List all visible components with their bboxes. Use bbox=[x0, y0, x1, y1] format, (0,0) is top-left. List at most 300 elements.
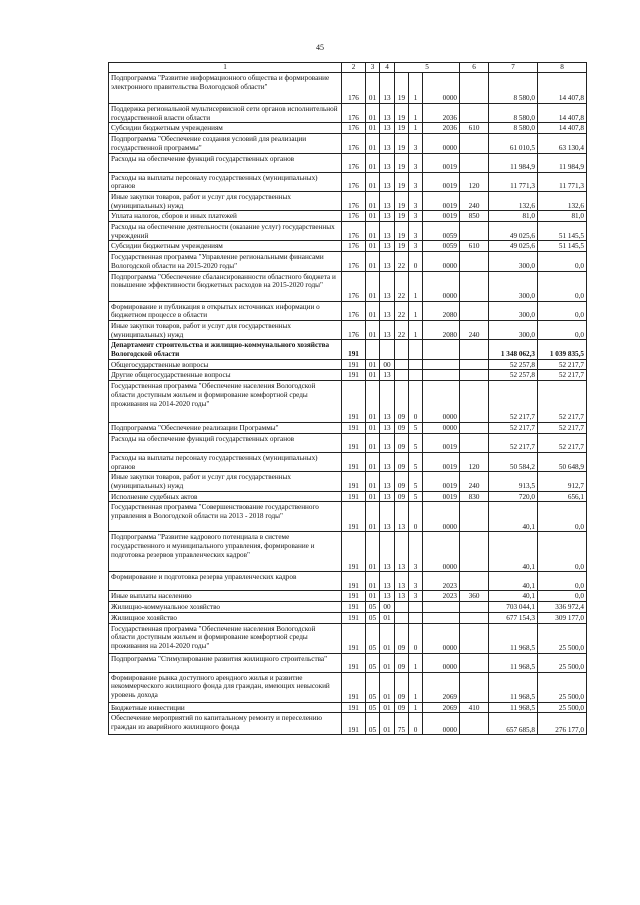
amount-year2-cell: 51 145,5 bbox=[538, 241, 587, 252]
subprogram-code-cell bbox=[409, 340, 423, 359]
expense-type-cell: 360 bbox=[460, 591, 489, 602]
amount-year1-cell: 8 580,0 bbox=[489, 123, 538, 134]
section-code-cell: 01 bbox=[366, 172, 380, 191]
direction-code-cell: 2080 bbox=[423, 301, 460, 320]
section-code-cell: 01 bbox=[366, 104, 380, 123]
amount-year2-cell: 25 500,0 bbox=[538, 623, 587, 653]
row-name-cell: Подпрограмма "Развитие информационного общества и формирование электронного правительства Вологодской области" bbox=[109, 73, 342, 104]
subsection-code-cell: 13 bbox=[380, 104, 395, 123]
direction-code-cell: 0019 bbox=[423, 452, 460, 471]
direction-code-cell: 0000 bbox=[423, 623, 460, 653]
row-name-cell: Подпрограмма "Обеспечение реализации Программы" bbox=[109, 423, 342, 434]
ministry-code-cell: 191 bbox=[342, 472, 366, 491]
subprogram-code-cell bbox=[409, 612, 423, 623]
table-row bbox=[109, 602, 587, 613]
amount-year2-cell: 52 217,7 bbox=[538, 423, 587, 434]
amount-year1-cell: 657 685,8 bbox=[489, 713, 538, 735]
direction-code-cell: 2036 bbox=[423, 104, 460, 123]
table-row bbox=[109, 423, 587, 434]
amount-year1-cell: 52 217,7 bbox=[489, 381, 538, 423]
table-row bbox=[109, 320, 587, 339]
section-code-cell: 01 bbox=[366, 433, 380, 452]
table-row bbox=[109, 73, 587, 104]
amount-year2-cell: 0,0 bbox=[538, 572, 587, 591]
subsection-code-cell: 13 bbox=[380, 123, 395, 134]
section-code-cell: 01 bbox=[366, 370, 380, 381]
expense-type-cell bbox=[460, 532, 489, 572]
expense-type-cell bbox=[460, 502, 489, 532]
amount-year2-cell: 52 217,7 bbox=[538, 370, 587, 381]
section-code-cell: 01 bbox=[366, 591, 380, 602]
subsection-code-cell: 13 bbox=[380, 502, 395, 532]
amount-year1-cell: 40,1 bbox=[489, 591, 538, 602]
subprogram-code-cell: 5 bbox=[409, 433, 423, 452]
subprogram-code-cell: 5 bbox=[409, 423, 423, 434]
program-code-cell: 22 bbox=[395, 252, 409, 271]
section-code-cell: 01 bbox=[366, 472, 380, 491]
direction-code-cell: 0000 bbox=[423, 423, 460, 434]
table-row bbox=[109, 381, 587, 423]
amount-year1-cell: 52 257,8 bbox=[489, 359, 538, 370]
subprogram-code-cell: 0 bbox=[409, 502, 423, 532]
section-code-cell: 01 bbox=[366, 452, 380, 471]
header-cell: 8 bbox=[538, 63, 587, 73]
program-code-cell: 09 bbox=[395, 702, 409, 713]
direction-code-cell bbox=[423, 612, 460, 623]
direction-code-cell: 2080 bbox=[423, 320, 460, 339]
amount-year2-cell: 25 500,0 bbox=[538, 672, 587, 702]
program-code-cell: 09 bbox=[395, 452, 409, 471]
program-code-cell: 13 bbox=[395, 502, 409, 532]
subprogram-code-cell: 3 bbox=[409, 591, 423, 602]
subsection-code-cell: 13 bbox=[380, 423, 395, 434]
ministry-code-cell: 191 bbox=[342, 623, 366, 653]
table-row bbox=[109, 172, 587, 191]
row-name-cell: Государственная программа "Обеспечение населения Вологодской области доступным жильем и формирование комфортной среды проживания на 2014-2020 годы" bbox=[109, 623, 342, 653]
amount-year1-cell: 40,1 bbox=[489, 532, 538, 572]
amount-year2-cell: 11 771,3 bbox=[538, 172, 587, 191]
amount-year2-cell: 63 130,4 bbox=[538, 134, 587, 153]
subprogram-code-cell: 3 bbox=[409, 532, 423, 572]
program-code-cell: 13 bbox=[395, 532, 409, 572]
program-code-cell: 09 bbox=[395, 472, 409, 491]
subsection-code-cell: 13 bbox=[380, 271, 395, 301]
subsection-code-cell: 01 bbox=[380, 672, 395, 702]
section-code-cell: 01 bbox=[366, 502, 380, 532]
header-cell: 5 bbox=[395, 63, 460, 73]
amount-year1-cell: 913,5 bbox=[489, 472, 538, 491]
program-code-cell: 13 bbox=[395, 591, 409, 602]
row-name-cell: Субсидии бюджетным учреждениям bbox=[109, 241, 342, 252]
direction-code-cell: 2069 bbox=[423, 702, 460, 713]
program-code-cell bbox=[395, 602, 409, 613]
section-code-cell: 05 bbox=[366, 713, 380, 735]
program-code-cell: 09 bbox=[395, 491, 409, 502]
ministry-code-cell: 191 bbox=[342, 502, 366, 532]
ministry-code-cell: 176 bbox=[342, 153, 366, 172]
subprogram-code-cell: 5 bbox=[409, 491, 423, 502]
program-code-cell: 19 bbox=[395, 123, 409, 134]
program-code-cell: 22 bbox=[395, 320, 409, 339]
subsection-code-cell: 00 bbox=[380, 359, 395, 370]
program-code-cell bbox=[395, 340, 409, 359]
program-code-cell: 22 bbox=[395, 271, 409, 301]
amount-year1-cell: 677 154,3 bbox=[489, 612, 538, 623]
table-row bbox=[109, 653, 587, 672]
amount-year1-cell: 300,0 bbox=[489, 252, 538, 271]
table-row bbox=[109, 134, 587, 153]
amount-year1-cell: 300,0 bbox=[489, 271, 538, 301]
amount-year2-cell: 912,7 bbox=[538, 472, 587, 491]
expense-type-cell bbox=[460, 713, 489, 735]
program-code-cell: 09 bbox=[395, 672, 409, 702]
row-name-cell: Подпрограмма "Обеспечение сбалансированности областного бюджета и повышение эффективности бюджетных расходов на 2015-2020 годы" bbox=[109, 271, 342, 301]
direction-code-cell: 0019 bbox=[423, 191, 460, 210]
ministry-code-cell: 176 bbox=[342, 134, 366, 153]
expense-type-cell bbox=[460, 572, 489, 591]
table-row bbox=[109, 271, 587, 301]
subprogram-code-cell: 1 bbox=[409, 301, 423, 320]
amount-year2-cell: 51 145,5 bbox=[538, 222, 587, 241]
table-row bbox=[109, 472, 587, 491]
subprogram-code-cell: 5 bbox=[409, 472, 423, 491]
ministry-code-cell: 176 bbox=[342, 104, 366, 123]
expense-type-cell: 240 bbox=[460, 472, 489, 491]
ministry-code-cell: 191 bbox=[342, 713, 366, 735]
row-name-cell: Подпрограмма "Развитие кадрового потенциала в системе государственного и муниципального управления, формирование и подготовка резервов управленческих кадров" bbox=[109, 532, 342, 572]
subprogram-code-cell: 3 bbox=[409, 134, 423, 153]
subprogram-code-cell: 1 bbox=[409, 672, 423, 702]
table-row bbox=[109, 713, 587, 735]
table-row bbox=[109, 123, 587, 134]
subprogram-code-cell: 1 bbox=[409, 653, 423, 672]
program-code-cell bbox=[395, 359, 409, 370]
row-name-cell: Формирование и подготовка резерва управленческих кадров bbox=[109, 572, 342, 591]
section-code-cell: 05 bbox=[366, 623, 380, 653]
amount-year1-cell: 40,1 bbox=[489, 502, 538, 532]
section-code-cell: 05 bbox=[366, 612, 380, 623]
amount-year2-cell: 14 407,8 bbox=[538, 123, 587, 134]
amount-year1-cell: 132,6 bbox=[489, 191, 538, 210]
subprogram-code-cell: 5 bbox=[409, 452, 423, 471]
table-row bbox=[109, 502, 587, 532]
amount-year2-cell: 1 039 835,5 bbox=[538, 340, 587, 359]
direction-code-cell: 2069 bbox=[423, 672, 460, 702]
direction-code-cell: 0000 bbox=[423, 653, 460, 672]
table-row bbox=[109, 702, 587, 713]
subprogram-code-cell: 3 bbox=[409, 153, 423, 172]
section-code-cell: 01 bbox=[366, 423, 380, 434]
amount-year2-cell: 52 217,7 bbox=[538, 359, 587, 370]
direction-code-cell: 0019 bbox=[423, 172, 460, 191]
row-name-cell: Государственная программа "Совершенствование государственного управления в Вологодской области на 2013 - 2018 годы" bbox=[109, 502, 342, 532]
row-name-cell: Иные закупки товаров, работ и услуг для государственных (муниципальных) нужд bbox=[109, 472, 342, 491]
section-code-cell: 01 bbox=[366, 359, 380, 370]
subsection-code-cell: 01 bbox=[380, 653, 395, 672]
amount-year1-cell: 11 968,5 bbox=[489, 702, 538, 713]
direction-code-cell: 0019 bbox=[423, 153, 460, 172]
program-code-cell bbox=[395, 612, 409, 623]
table-row bbox=[109, 153, 587, 172]
program-code-cell: 19 bbox=[395, 104, 409, 123]
ministry-code-cell: 191 bbox=[342, 423, 366, 434]
direction-code-cell bbox=[423, 359, 460, 370]
ministry-code-cell: 176 bbox=[342, 211, 366, 222]
subsection-code-cell: 13 bbox=[380, 191, 395, 210]
subprogram-code-cell: 1 bbox=[409, 702, 423, 713]
amount-year1-cell: 81,0 bbox=[489, 211, 538, 222]
expense-type-cell: 120 bbox=[460, 172, 489, 191]
section-code-cell: 01 bbox=[366, 211, 380, 222]
expense-type-cell: 410 bbox=[460, 702, 489, 713]
section-code-cell: 01 bbox=[366, 491, 380, 502]
program-code-cell: 19 bbox=[395, 134, 409, 153]
amount-year2-cell: 0,0 bbox=[538, 591, 587, 602]
subprogram-code-cell: 3 bbox=[409, 172, 423, 191]
subprogram-code-cell: 0 bbox=[409, 381, 423, 423]
program-code-cell: 19 bbox=[395, 191, 409, 210]
ministry-code-cell: 176 bbox=[342, 172, 366, 191]
row-name-cell: Иные закупки товаров, работ и услуг для государственных (муниципальных) нужд bbox=[109, 191, 342, 210]
program-code-cell bbox=[395, 370, 409, 381]
row-name-cell: Бюджетные инвестиции bbox=[109, 702, 342, 713]
amount-year1-cell: 8 580,0 bbox=[489, 104, 538, 123]
amount-year2-cell: 81,0 bbox=[538, 211, 587, 222]
subsection-code-cell: 13 bbox=[380, 452, 395, 471]
program-code-cell: 19 bbox=[395, 172, 409, 191]
table-row bbox=[109, 191, 587, 210]
subprogram-code-cell: 1 bbox=[409, 123, 423, 134]
ministry-code-cell: 176 bbox=[342, 241, 366, 252]
amount-year1-cell: 8 580,0 bbox=[489, 73, 538, 104]
amount-year2-cell: 0,0 bbox=[538, 502, 587, 532]
amount-year2-cell: 276 177,0 bbox=[538, 713, 587, 735]
row-name-cell: Расходы на выплаты персоналу государственных (муниципальных) органов bbox=[109, 172, 342, 191]
expense-type-cell bbox=[460, 359, 489, 370]
row-name-cell: Жилищное хозяйство bbox=[109, 612, 342, 623]
table-row bbox=[109, 301, 587, 320]
amount-year1-cell: 11 968,5 bbox=[489, 672, 538, 702]
expense-type-cell: 610 bbox=[460, 241, 489, 252]
section-code-cell bbox=[366, 340, 380, 359]
expense-type-cell bbox=[460, 134, 489, 153]
section-code-cell: 01 bbox=[366, 252, 380, 271]
amount-year1-cell: 11 968,5 bbox=[489, 653, 538, 672]
table-row bbox=[109, 452, 587, 471]
table-row bbox=[109, 252, 587, 271]
amount-year2-cell: 50 648,9 bbox=[538, 452, 587, 471]
table-row bbox=[109, 612, 587, 623]
subprogram-code-cell: 3 bbox=[409, 191, 423, 210]
row-name-cell: Расходы на обеспечение функций государственных органов bbox=[109, 153, 342, 172]
subsection-code-cell: 13 bbox=[380, 381, 395, 423]
direction-code-cell: 0000 bbox=[423, 271, 460, 301]
header-cell: 2 bbox=[342, 63, 366, 73]
amount-year1-cell: 300,0 bbox=[489, 320, 538, 339]
program-code-cell: 19 bbox=[395, 153, 409, 172]
subprogram-code-cell: 1 bbox=[409, 73, 423, 104]
ministry-code-cell: 176 bbox=[342, 252, 366, 271]
row-name-cell: Департамент строительства и жилищно-коммунального хозяйства Вологодской области bbox=[109, 340, 342, 359]
section-code-cell: 01 bbox=[366, 73, 380, 104]
ministry-code-cell: 191 bbox=[342, 433, 366, 452]
row-name-cell: Государственная программа "Обеспечение населения Вологодской области доступным жильем и формирование комфортной среды проживания на 2014-2020 годы" bbox=[109, 381, 342, 423]
direction-code-cell: 0000 bbox=[423, 73, 460, 104]
amount-year1-cell: 61 010,5 bbox=[489, 134, 538, 153]
expense-type-cell bbox=[460, 222, 489, 241]
row-name-cell: Иные закупки товаров, работ и услуг для государственных (муниципальных) нужд bbox=[109, 320, 342, 339]
table-row bbox=[109, 211, 587, 222]
expense-type-cell bbox=[460, 612, 489, 623]
subsection-code-cell: 13 bbox=[380, 572, 395, 591]
row-name-cell: Обеспечение мероприятий по капитальному ремонту и переселению граждан из аварийного жилищного фонда bbox=[109, 713, 342, 735]
header-cell: 6 bbox=[460, 63, 489, 73]
amount-year1-cell: 49 025,6 bbox=[489, 241, 538, 252]
amount-year2-cell: 14 407,8 bbox=[538, 73, 587, 104]
subsection-code-cell: 13 bbox=[380, 532, 395, 572]
direction-code-cell: 2023 bbox=[423, 591, 460, 602]
section-code-cell: 05 bbox=[366, 653, 380, 672]
row-name-cell: Формирование и публикация в открытых источниках информации о бюджетном процессе в области bbox=[109, 301, 342, 320]
program-code-cell: 13 bbox=[395, 572, 409, 591]
row-name-cell: Иные выплаты населению bbox=[109, 591, 342, 602]
subprogram-code-cell: 0 bbox=[409, 252, 423, 271]
ministry-code-cell: 191 bbox=[342, 452, 366, 471]
subsection-code-cell bbox=[380, 340, 395, 359]
expense-type-cell: 120 bbox=[460, 452, 489, 471]
ministry-code-cell: 191 bbox=[342, 702, 366, 713]
amount-year1-cell: 703 044,1 bbox=[489, 602, 538, 613]
direction-code-cell bbox=[423, 340, 460, 359]
table-row bbox=[109, 370, 587, 381]
section-code-cell: 01 bbox=[366, 320, 380, 339]
subsection-code-cell: 01 bbox=[380, 702, 395, 713]
subsection-code-cell: 13 bbox=[380, 301, 395, 320]
section-code-cell: 01 bbox=[366, 301, 380, 320]
direction-code-cell: 2023 bbox=[423, 572, 460, 591]
expense-type-cell bbox=[460, 433, 489, 452]
amount-year2-cell: 52 217,7 bbox=[538, 381, 587, 423]
direction-code-cell: 0000 bbox=[423, 502, 460, 532]
ministry-code-cell: 176 bbox=[342, 73, 366, 104]
subsection-code-cell: 13 bbox=[380, 241, 395, 252]
ministry-code-cell: 191 bbox=[342, 572, 366, 591]
section-code-cell: 01 bbox=[366, 381, 380, 423]
expense-type-cell: 240 bbox=[460, 191, 489, 210]
program-code-cell: 22 bbox=[395, 301, 409, 320]
amount-year2-cell: 52 217,7 bbox=[538, 433, 587, 452]
subsection-code-cell: 13 bbox=[380, 134, 395, 153]
expense-type-cell bbox=[460, 672, 489, 702]
subprogram-code-cell: 3 bbox=[409, 241, 423, 252]
subprogram-code-cell: 3 bbox=[409, 222, 423, 241]
expense-type-cell bbox=[460, 340, 489, 359]
amount-year1-cell: 300,0 bbox=[489, 301, 538, 320]
row-name-cell: Государственная программа "Управление региональными финансами Вологодской области на 2015-2020 годы" bbox=[109, 252, 342, 271]
subsection-code-cell: 13 bbox=[380, 433, 395, 452]
amount-year2-cell: 0,0 bbox=[538, 271, 587, 301]
amount-year2-cell: 336 972,4 bbox=[538, 602, 587, 613]
table-row bbox=[109, 491, 587, 502]
program-code-cell: 09 bbox=[395, 653, 409, 672]
amount-year1-cell: 49 025,6 bbox=[489, 222, 538, 241]
amount-year1-cell: 1 348 062,3 bbox=[489, 340, 538, 359]
table-row bbox=[109, 359, 587, 370]
ministry-code-cell: 176 bbox=[342, 191, 366, 210]
program-code-cell: 09 bbox=[395, 623, 409, 653]
subprogram-code-cell bbox=[409, 370, 423, 381]
ministry-code-cell: 191 bbox=[342, 653, 366, 672]
direction-code-cell: 0000 bbox=[423, 381, 460, 423]
amount-year2-cell: 11 984,9 bbox=[538, 153, 587, 172]
row-name-cell: Подпрограмма "Обеспечение создания условий для реализации государственной программы" bbox=[109, 134, 342, 153]
ministry-code-cell: 176 bbox=[342, 222, 366, 241]
program-code-cell: 75 bbox=[395, 713, 409, 735]
subprogram-code-cell: 1 bbox=[409, 320, 423, 339]
subprogram-code-cell: 1 bbox=[409, 271, 423, 301]
expense-type-cell bbox=[460, 271, 489, 301]
row-name-cell: Расходы на обеспечение деятельности (оказание услуг) государственных учреждений bbox=[109, 222, 342, 241]
row-name-cell: Формирование рынка доступного арендного жилья и развитие некоммерческого жилищного фонда для граждан, имеющих невысокий уровень дохода bbox=[109, 672, 342, 702]
program-code-cell: 09 bbox=[395, 433, 409, 452]
subsection-code-cell: 13 bbox=[380, 73, 395, 104]
amount-year2-cell: 0,0 bbox=[538, 532, 587, 572]
header-cell: 4 bbox=[380, 63, 395, 73]
table-row bbox=[109, 572, 587, 591]
amount-year2-cell: 0,0 bbox=[538, 320, 587, 339]
section-code-cell: 05 bbox=[366, 702, 380, 713]
amount-year2-cell: 0,0 bbox=[538, 252, 587, 271]
budget-table bbox=[108, 62, 587, 735]
subsection-code-cell: 13 bbox=[380, 591, 395, 602]
amount-year1-cell: 11 984,9 bbox=[489, 153, 538, 172]
direction-code-cell: 0000 bbox=[423, 713, 460, 735]
expense-type-cell bbox=[460, 623, 489, 653]
ministry-code-cell: 191 bbox=[342, 672, 366, 702]
header-cell: 7 bbox=[489, 63, 538, 73]
subsection-code-cell: 13 bbox=[380, 320, 395, 339]
amount-year2-cell: 0,0 bbox=[538, 301, 587, 320]
direction-code-cell bbox=[423, 370, 460, 381]
amount-year2-cell: 656,1 bbox=[538, 491, 587, 502]
row-name-cell: Общегосударственные вопросы bbox=[109, 359, 342, 370]
subsection-code-cell: 13 bbox=[380, 172, 395, 191]
direction-code-cell: 0019 bbox=[423, 433, 460, 452]
row-name-cell: Поддержка региональной мультисервисной сети органов исполнительной государственной власти области bbox=[109, 104, 342, 123]
ministry-code-cell: 191 bbox=[342, 612, 366, 623]
header-cell: 3 bbox=[366, 63, 380, 73]
ministry-code-cell: 191 bbox=[342, 381, 366, 423]
direction-code-cell: 0000 bbox=[423, 134, 460, 153]
subprogram-code-cell bbox=[409, 359, 423, 370]
direction-code-cell: 0019 bbox=[423, 491, 460, 502]
table-row bbox=[109, 222, 587, 241]
row-name-cell: Исполнение судебных актов bbox=[109, 491, 342, 502]
amount-year1-cell: 40,1 bbox=[489, 572, 538, 591]
program-code-cell: 19 bbox=[395, 222, 409, 241]
ministry-code-cell: 176 bbox=[342, 271, 366, 301]
direction-code-cell: 0059 bbox=[423, 241, 460, 252]
program-code-cell: 19 bbox=[395, 211, 409, 222]
ministry-code-cell: 176 bbox=[342, 123, 366, 134]
ministry-code-cell: 191 bbox=[342, 370, 366, 381]
expense-type-cell: 240 bbox=[460, 320, 489, 339]
subprogram-code-cell: 0 bbox=[409, 623, 423, 653]
subsection-code-cell: 13 bbox=[380, 211, 395, 222]
subsection-code-cell: 01 bbox=[380, 713, 395, 735]
subprogram-code-cell: 1 bbox=[409, 104, 423, 123]
expense-type-cell bbox=[460, 73, 489, 104]
